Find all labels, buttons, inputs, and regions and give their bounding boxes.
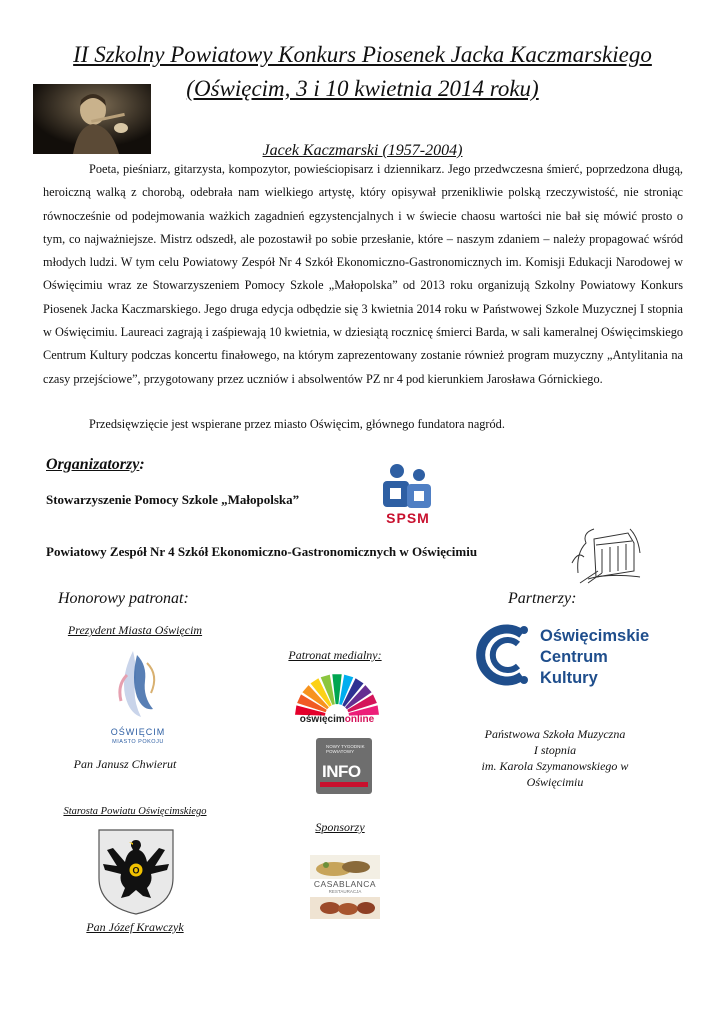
title-line-2: (Oświęcim, 3 i 10 kwietnia 2014 roku) <box>186 76 539 101</box>
music-school-line-2: I stopnia <box>533 743 577 757</box>
rainbow-fan-icon <box>282 672 392 716</box>
occ-ring-icon <box>474 622 534 688</box>
occ-logo-mark <box>474 622 534 688</box>
city-logo-text: OŚWIĘCIM <box>110 727 166 737</box>
city-logo-subtext: MIASTO POKOJU <box>112 739 164 745</box>
organizers-heading-text: Organizatorzy <box>46 456 140 473</box>
nowy-tygodnik-info-logo <box>316 738 372 794</box>
oswiecim-online-logo <box>282 672 392 728</box>
school-building-icon <box>568 523 644 585</box>
info-big-text: INFO <box>322 762 361 781</box>
casablanca-text: CASABLANCA <box>313 879 377 889</box>
online-wordmark-b: online <box>344 714 375 725</box>
casablanca-subtext: RESTAURACJA <box>328 889 362 894</box>
starost-name-text: Pan Józef Krawczyk <box>86 920 184 934</box>
spsm-logo <box>377 462 439 528</box>
casablanca-logo <box>310 855 380 921</box>
media-heading-text: Patronat medialny: <box>288 648 382 662</box>
organizer-pz4: Powiatowy Zespół Nr 4 Szkół Ekonomiczno-Gastronomicznych w Oświęcimiu <box>46 544 478 559</box>
info-red-bar <box>320 782 368 787</box>
starost-title <box>40 806 230 817</box>
spsm-logo-text: SPSM <box>386 510 430 526</box>
sponsors-heading <box>280 820 400 835</box>
county-coat-of-arms <box>95 826 177 916</box>
spsm-people-icon <box>377 462 439 512</box>
body-paragraph-1: Poeta, pieśniarz, gitarzysta, kompozytor, powieściopisarz i dziennikarz. Jego przedwczesna śmierć, poprzedzona długą, heroiczną walką z chorobą, odebrała nam wielkiego artystę, który opisywał przenikliwie polską rzeczywistość, nie stroniąc równocześnie od podejmowania ważkich zagadnień egzystencjalnych i w świecie chaosu wartości nie bał się mówić prosto o tym, co najważniejsze. Mistrz odszedł, ale pozostawił po sobie przesłanie, które – naszym zdaniem – należy propagować wśród młodych ludzi. W tym celu Powiatowy Zespół Nr 4 Szkół Ekonomiczno-Gastronomicznych im. Komisji Edukacji Narodowej w Oświęcimiu wraz ze Stowarzyszeniem Pomocy Szkole „Małopolska” od 2013 roku organizują Szkolny Powiatowy Konkurs Piosenek Jacka Kaczmarskiego. Jego druga edycja odbędzie się 3 kwietnia 2014 roku w Państwowej Szkole Muzycznej I stopnia w Oświęcimiu. Laureaci zagrają i zaśpiewają 10 kwietnia, w dziesiątą rocznicę śmierci Barda, w sali kameralnej Oświęcimskiego Centrum Kultury podczas koncertu finałowego, na którym zaprezentowany zostanie również program muzyczny „Antylitania na czasy przejściowe”, przygotowany przez uczniów i absolwentów PZ nr 4 pod kierunkiem Jarosława Górnickiego. <box>43 162 683 386</box>
mayor-title-text: Prezydent Miasta Oświęcim <box>67 623 203 637</box>
organizers-heading-colon: : <box>139 456 145 473</box>
food-top-image <box>310 855 380 879</box>
oswiecim-online-wordmark <box>282 714 392 725</box>
document-title <box>0 42 725 68</box>
starost-title-text: Starosta Powiatu Oświęcimskiego <box>63 806 207 817</box>
subtitle: Jacek Kaczmarski (1957-2004) <box>262 142 463 159</box>
body-paragraph-2: Przedsięwzięcie jest wspierane przez miasto Oświęcim, głównego fundatora nagród. <box>89 417 505 431</box>
mayor-title <box>40 623 230 638</box>
media-heading <box>270 648 400 663</box>
mayor-name: Pan Janusz Chwierut <box>73 757 177 771</box>
svg-text:O: O <box>132 865 140 876</box>
city-dove-icon <box>103 645 173 723</box>
music-school-line-4: Oświęcimiu <box>526 775 584 789</box>
occ-line-2: Centrum <box>540 648 608 666</box>
info-small-text: NOWY TYGODNIK POWIATOWY <box>326 744 365 754</box>
sponsors-heading-text: Sponsorzy <box>315 820 365 834</box>
food-bottom-image <box>310 897 380 919</box>
occ-line-3: Kultury <box>540 669 598 687</box>
occ-logo-text <box>540 626 649 689</box>
starost-name <box>40 920 230 935</box>
music-school-line-1: Państwowa Szkoła Muzyczna <box>484 727 626 741</box>
honorary-heading: Honorowy patronat: <box>58 590 189 607</box>
online-wordmark-a: oświęcim <box>299 714 345 725</box>
eagle-shield-icon <box>95 826 177 916</box>
title-line-1: II Szkolny Powiatowy Konkurs Piosenek Jacka Kaczmarskiego <box>73 42 652 67</box>
school-building-sketch <box>568 523 644 585</box>
music-school-line-3: im. Karola Szymanowskiego w <box>481 759 629 773</box>
partners-heading: Partnerzy: <box>508 590 577 607</box>
music-school <box>465 726 645 790</box>
oswiecim-city-logo <box>103 645 173 747</box>
organizers-heading <box>46 456 145 474</box>
organizer-spsm: Stowarzyszenie Pomocy Szkole „Małopolska” <box>46 492 300 507</box>
occ-line-1: Oświęcimskie <box>540 627 650 645</box>
